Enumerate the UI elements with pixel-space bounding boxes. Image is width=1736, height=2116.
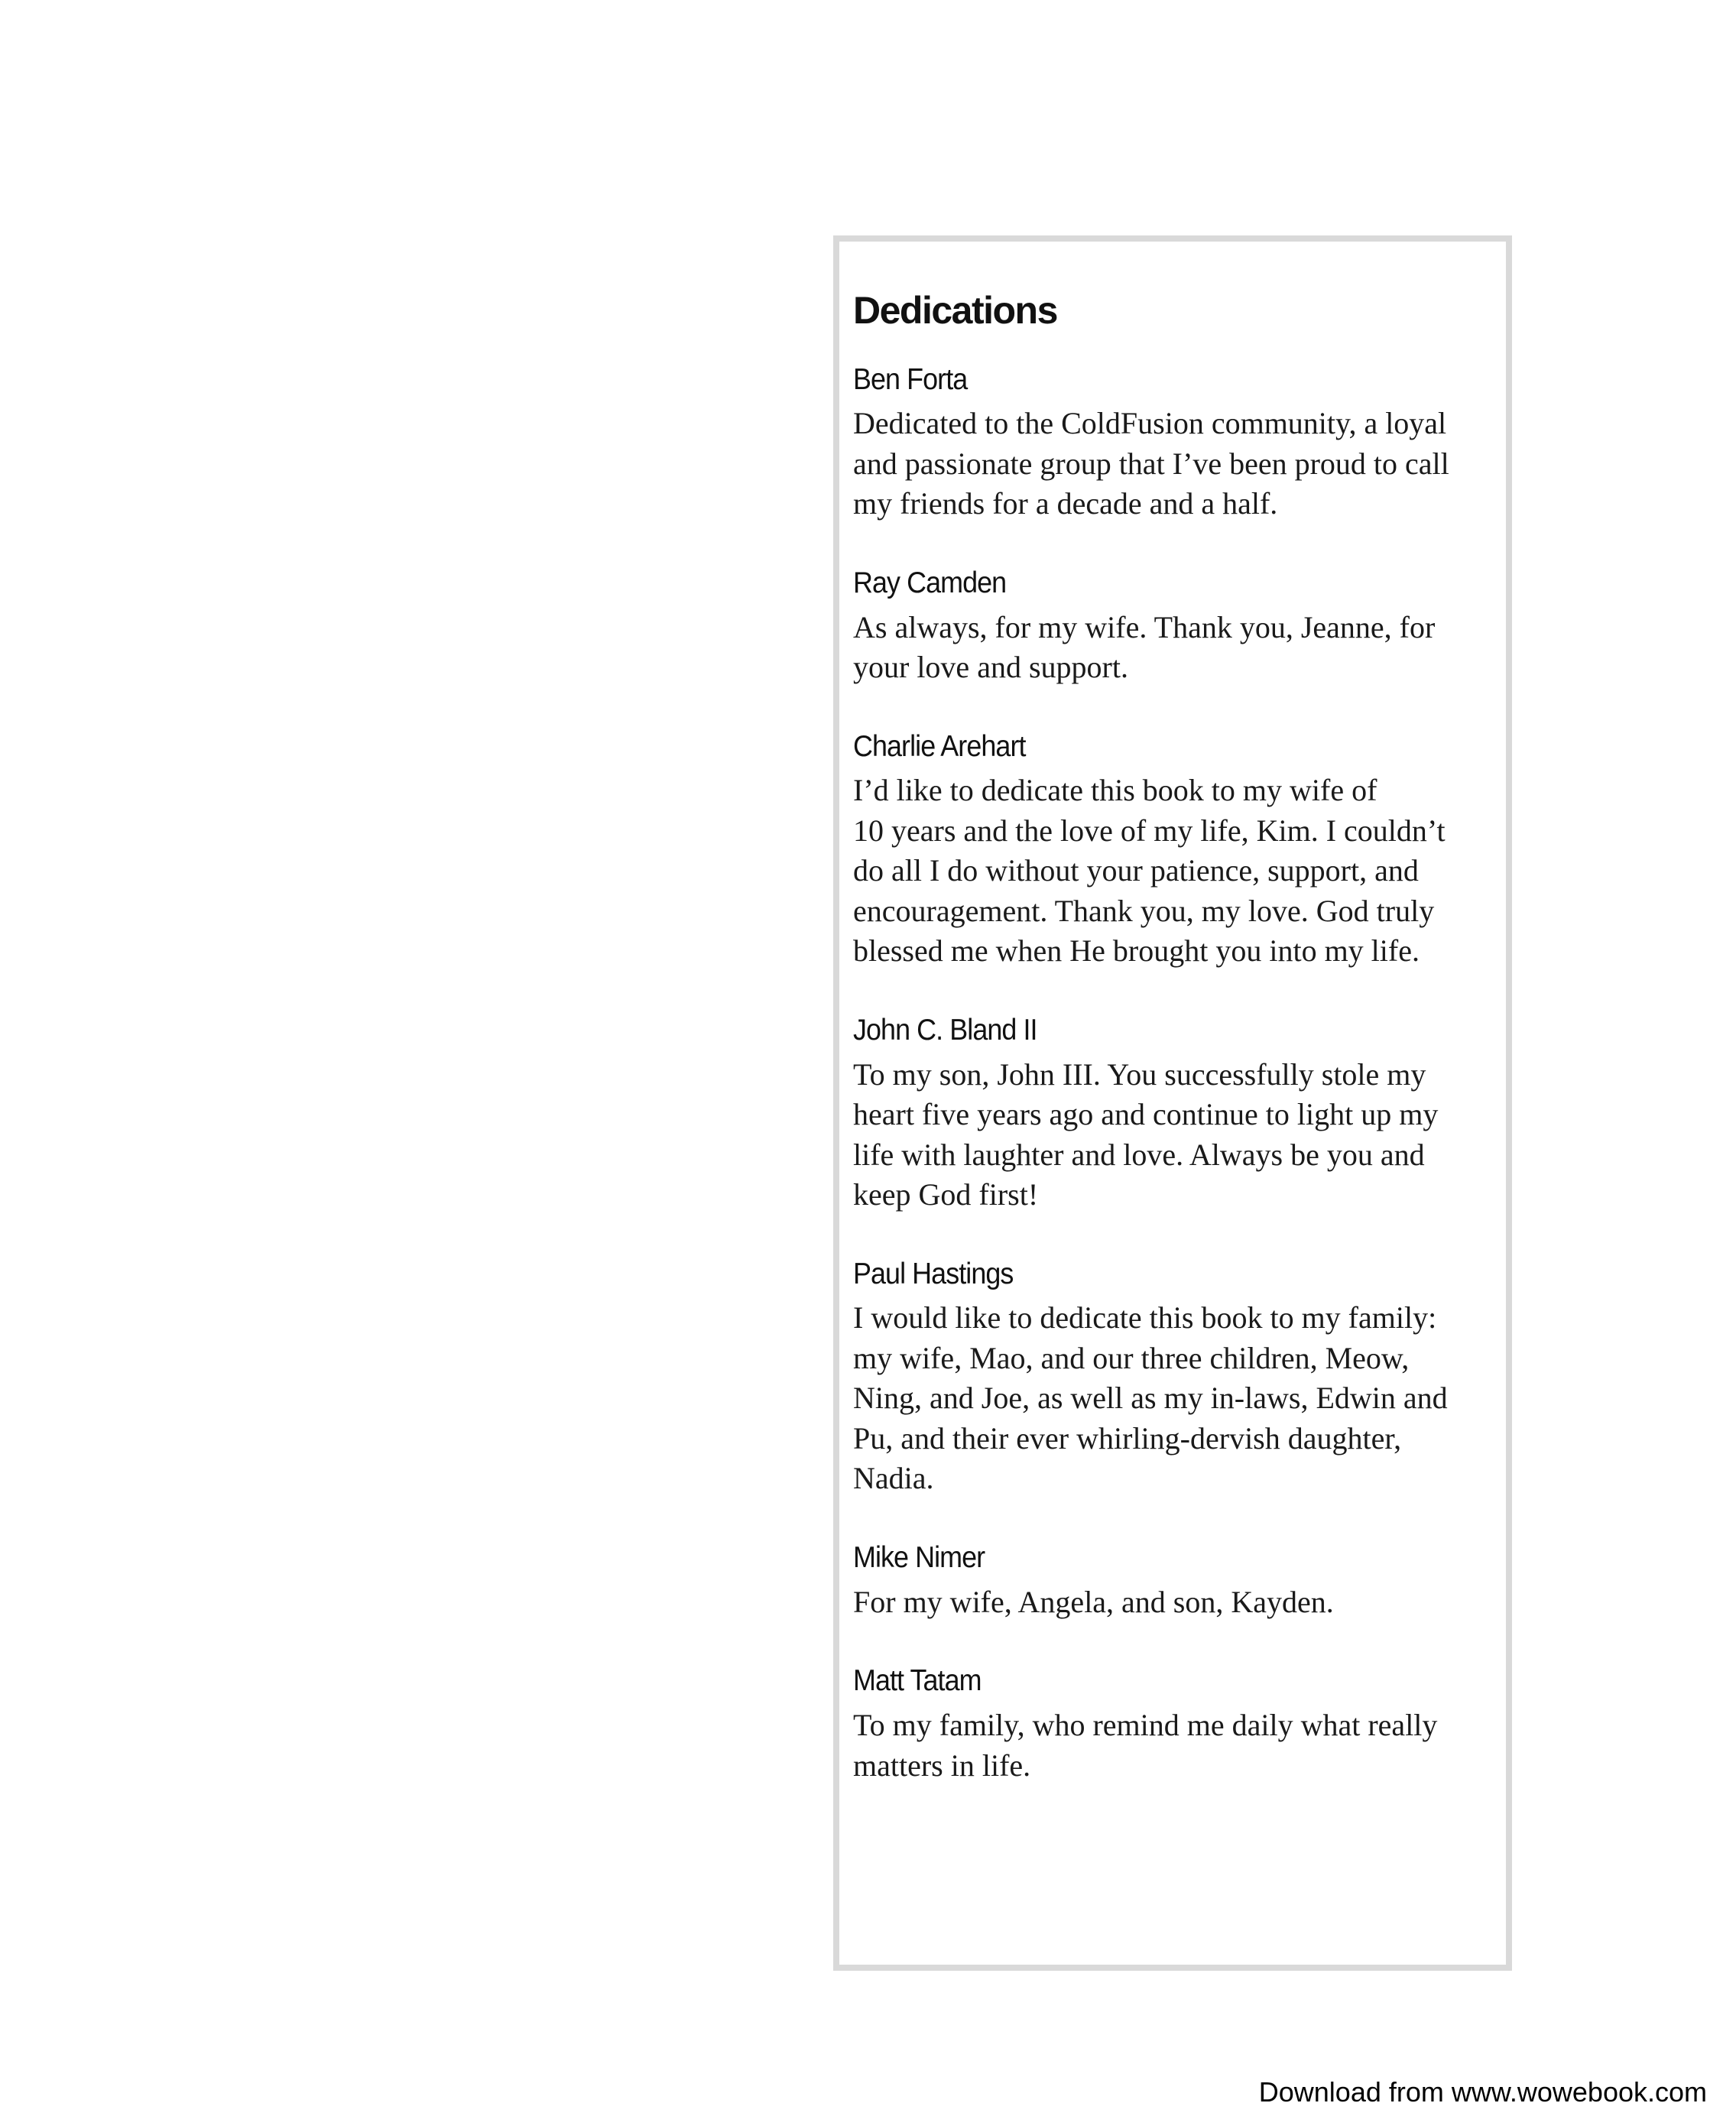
download-footer: Download from www.wowebook.com — [1258, 2076, 1707, 2108]
dedication-text: To my son, John III. You successfully stole my heart five years ago and continue to light up my life with laughter and love. Always be you and keep God first! — [853, 1056, 1439, 1212]
dedication-entry-ben-forta — [853, 362, 1495, 524]
dedication-entry-mike-nimer — [853, 1540, 1495, 1622]
dedication-name: Ray Camden — [853, 566, 1007, 599]
dedication-name: Mike Nimer — [853, 1540, 985, 1574]
dedication-text: For my wife, Angela, and son, Kayden. — [853, 1584, 1334, 1619]
dedication-name: Ben Forta — [853, 362, 968, 396]
dedication-entry-charlie-arehart — [853, 729, 1495, 972]
dedication-entry-ray-camden — [853, 566, 1495, 688]
dedication-entry-john-bland — [853, 1013, 1495, 1215]
dedication-entry-paul-hastings — [853, 1257, 1495, 1499]
dedication-name: Charlie Arehart — [853, 729, 1026, 763]
dedication-name: John C. Bland II — [853, 1013, 1037, 1047]
dedication-text: Dedicated to the ColdFusion community, a loyal and passionate group that I’ve been proud to call my friends for a decade and a half. — [853, 406, 1449, 521]
dedication-entry-matt-tatam — [853, 1663, 1495, 1786]
dedications-box — [833, 235, 1512, 1971]
dedication-text: As always, for my wife. Thank you, Jeanne, for your love and support. — [853, 609, 1436, 685]
dedication-text: To my family, who remind me daily what really matters in life. — [853, 1708, 1438, 1783]
dedications-title: Dedications — [853, 289, 1057, 332]
dedication-text: I would like to dedicate this book to my family: my wife, Mao, and our three children, Meow, Ning, and Joe, as well as my in-laws, Edwin and Pu, and their ever whirling-dervish daughter, Nadia. — [853, 1300, 1448, 1496]
dedication-name: Matt Tatam — [853, 1664, 982, 1698]
dedication-text: I’d like to dedicate this book to my wife of 10 years and the love of my life, Kim. I couldn’t do all I do without your patience, support, and encouragement. Thank you, my love. God truly blessed me when He brought you into my life. — [853, 773, 1446, 969]
dedication-name: Paul Hastings — [853, 1257, 1014, 1290]
dedications-content — [853, 289, 1495, 1827]
